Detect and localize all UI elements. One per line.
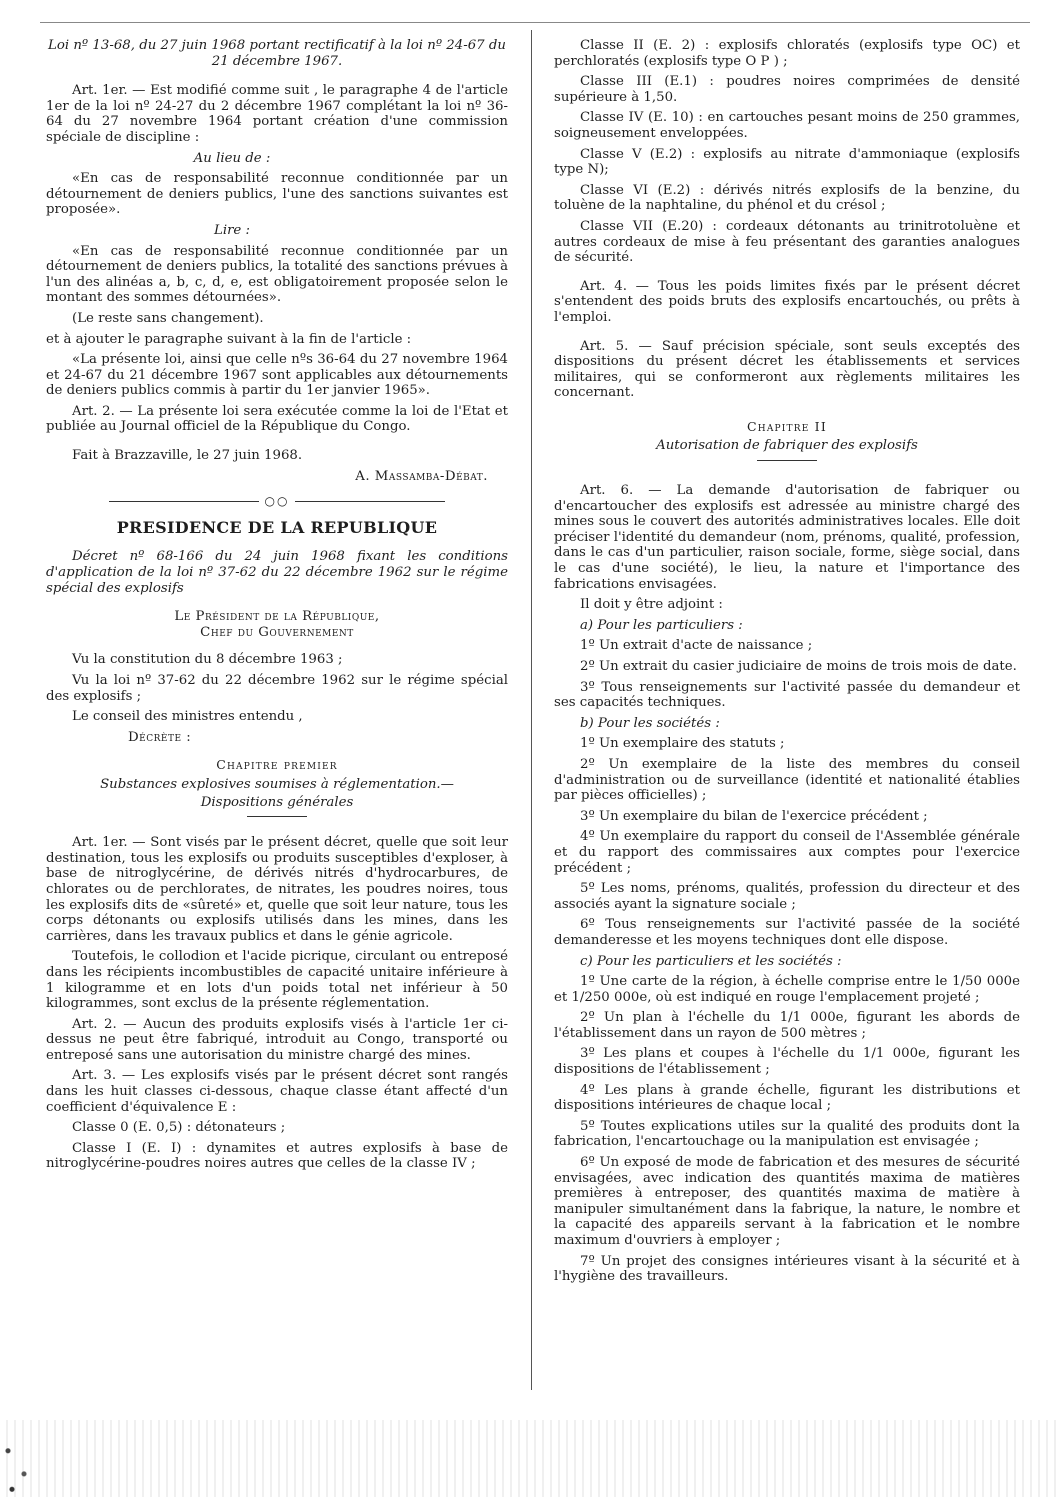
chapitre1-subtitle-2: Dispositions générales — [200, 794, 354, 810]
b-2: 2º Un exemplaire de la liste des membres du conseil d'administration ou de surveillance (identité et nationalité établies par pièces officielles) ; — [554, 756, 1020, 804]
decret-title: Décret nº 68-166 du 24 juin 1968 fixant les conditions d'application de la loi nº 37-62 du 22 décembre 1962 sur le régime spécial des explosifs — [46, 549, 508, 596]
vu-loi: Vu la loi nº 37-62 du 22 décembre 1962 sur le régime spécial des explosifs ; — [46, 673, 508, 704]
art4: Art. 4. — Tous les poids limites fixés par le présent décret s'entendent des poids bruts des explosifs encartouchés, ou prêts à l'emploi. — [554, 278, 1020, 325]
a-1: 1º Un extrait d'acte de naissance ; — [580, 638, 813, 654]
art6: Art. 6. — La demande d'autorisation de fabriquer ou d'encartoucher des explosifs est adressée au ministre chargé des mines sous le couvert des autorités administratives locales. Elle doit préciser l'identité du demandeur (nom, prénoms, qualité, profession, dans le cas d'un particulier, raison sociale, forme, siège social, dans le cas d'une société), le lieu, la nature et l'importance des fabrications envisagées. — [554, 483, 1020, 592]
president-line-1: Le Président de la République, — [174, 609, 380, 625]
au-lieu-de: Au lieu de : — [193, 150, 271, 166]
scan-noise — [0, 1420, 1060, 1497]
c-particuliers-societes: c) Pour les particuliers et les sociétés : — [580, 953, 842, 969]
b-societes: b) Pour les sociétés : — [580, 715, 720, 731]
toutefois: Toutefois, le collodion et l'acide picrique, circulant ou entreposé dans les récipients incombustibles de capacité unitaire inférieure à 1 kilogramme et en lots d'un poids total net inférieur à 50 kilogrammes, sont exclus de la présente réglementation. — [46, 949, 508, 1012]
art5: Art. 5. — Sauf précision spéciale, sont seuls exceptés des dispositions du présent décret les établissements et services militaires, qui se conformeront aux règlements militaires les concernant. — [554, 338, 1020, 401]
art2-decret: Art. 2. — Aucun des produits explosifs visés à l'article 1er ci-dessus ne peut être fabriqué, introduit au Congo, transporté ou entreposé sans une autorisation du ministre chargé des mines. — [46, 1016, 508, 1063]
b-3: 3º Un exemplaire du bilan de l'exercice précédent ; — [580, 808, 928, 824]
lire: Lire : — [213, 222, 250, 238]
b-1: 1º Un exemplaire des statuts ; — [580, 736, 785, 752]
quote-1: «En cas de responsabilité reconnue conditionnée par un détournement de deniers publics, l'une des sanctions suivantes est proposée». — [46, 171, 508, 218]
classe-2: Classe II (E. 2) : explosifs chloratés (explosifs type OC) et perchloratés (explosifs type O P ) ; — [554, 38, 1020, 69]
classe-5: Classe V (E.2) : explosifs au nitrate d'ammoniaque (explosifs type N); — [554, 146, 1020, 178]
president-line-2: Chef du Gouvernement — [200, 624, 354, 640]
reste-sans-changement: (Le reste sans changement). — [72, 310, 264, 326]
signature: A. Massamba-Débat. — [355, 468, 488, 484]
column-divider — [531, 30, 532, 1390]
c-2: 2º Un plan à l'échelle du 1/1 000e, figurant les abords de l'établissement dans un rayon de 500 mètres ; — [554, 1010, 1020, 1041]
c-3: 3º Les plans et coupes à l'échelle du 1/1 000e, figurant les dispositions de l'établissement ; — [554, 1046, 1020, 1078]
loi-title: Loi nº 13-68, du 27 juin 1968 portant rectificatif à la loi nº 24-67 du 21 décembre 1967. — [48, 38, 506, 69]
ornament-divider: ○○ — [46, 494, 508, 510]
chapitre-premier: Chapitre premier — [216, 757, 338, 773]
chapitre-ii: Chapitre II — [747, 418, 827, 434]
a-particuliers: a) Pour les particuliers : — [580, 617, 743, 633]
left-column — [46, 38, 508, 1177]
b-4: 4º Un exemplaire du rapport du conseil de l'Assemblée générale et du rapport des commissaires aux comptes pour l'exercice précédent ; — [554, 829, 1020, 876]
adjoint: Il doit y être adjoint : — [580, 597, 723, 613]
art1-decret: Art. 1er. — Sont visés par le présent décret, quelle que soit leur destination, tous les explosifs ou produits susceptibles d'exploser, à base de nitroglycérine, de dérivés nitrés d'hydrocarbures, de chlorates ou de perchlorates, de nitrates, les poudres noires, tous les explosifs dits de «sûreté» et, quelle que soit leur nature, tous les corps détonants ou explosifs utilisés dans les mines, dans les carrières, dans les travaux publics et dans le génie agricole. — [46, 835, 508, 944]
chapitre2-subtitle: Autorisation de fabriquer des explosifs — [656, 438, 918, 454]
right-column — [554, 38, 1020, 1290]
presidence-heading: PRESIDENCE DE LA REPUBLIQUE — [116, 517, 438, 537]
c-1: 1º Une carte de la région, à échelle comprise entre le 1/50 000e et 1/250 000e, où est indiqué en rouge l'emplacement projeté ; — [554, 974, 1020, 1005]
c-6: 6º Un exposé de mode de fabrication et des mesures de sécurité envisagées, avec indication des quantités maxima de matières premières à entreposer, des quantités maxima de matière à manipuler simultanément dans la fabrique, la nature, le nombre et la capacité des appareils servant à la fabrication et le nombre maximum d'ouvriers à employer ; — [554, 1155, 1020, 1248]
quote-2: «En cas de responsabilité reconnue conditionnée par un détournement de deniers publics, la totalité des sanctions prévues à l'un des alinéas a, b, c, d, e, est obligatoirement proposée selon le montant des sommes détournées». — [46, 243, 508, 306]
ajouter-paragraphe: et à ajouter le paragraphe suivant à la fin de l'article : — [46, 331, 412, 347]
classe-1: Classe I (E. I) : dynamites et autres explosifs à base de nitroglycérine-poudres noires autres que celles de la classe IV ; — [46, 1140, 508, 1172]
c-4: 4º Les plans à grande échelle, figurant les distributions et dispositions intérieures de chaque local ; — [554, 1082, 1020, 1114]
c-7: 7º Un projet des consignes intérieures visant à la sécurité et à l'hygiène des travailleurs. — [554, 1253, 1020, 1285]
a-3: 3º Tous renseignements sur l'activité passée du demandeur et ses capacités techniques. — [554, 679, 1020, 711]
b-6: 6º Tous renseignements sur l'activité passée de la société demanderesse et les moyens techniques dont elle dispose. — [554, 917, 1020, 948]
fait-a-brazzaville: Fait à Brazzaville, le 27 juin 1968. — [72, 448, 303, 464]
quote-3: «La présente loi, ainsi que celle nºs 36-64 du 27 novembre 1964 et 24-67 du 21 décembre 1967 sont applicables aux détournements de deniers publics commis à partir du 1er janvier 1965». — [46, 352, 508, 399]
conseil-ministres: Le conseil des ministres entendu , — [72, 709, 303, 725]
classe-4: Classe IV (E. 10) : en cartouches pesant moins de 250 grammes, soigneusement enveloppées. — [554, 110, 1020, 141]
art3-decret: Art. 3. — Les explosifs visés par le présent décret sont rangés dans les huit classes ci-dessous, chaque classe étant affecté d'un coefficient d'équivalence E : — [46, 1068, 508, 1115]
classe-3: Classe III (E.1) : poudres noires comprimées de densité supérieure à 1,50. — [554, 74, 1020, 105]
top-rule — [40, 22, 1030, 23]
classe-0: Classe 0 (E. 0,5) : détonateurs ; — [72, 1120, 286, 1136]
art1-intro: Art. 1er. — Est modifié comme suit , le paragraphe 4 de l'article 1er de la loi nº 24-27 du 2 décembre 1967 complétant la loi nº 36-64 du 27 novembre 1964 portant création d'une commission spéciale de discipline : — [46, 83, 508, 145]
classe-6: Classe VI (E.2) : dérivés nitrés explosifs de la benzine, du toluène de la naphtaline, du phénol et du crésol ; — [554, 182, 1020, 214]
art2-loi: Art. 2. — La présente loi sera exécutée comme la loi de l'Etat et publiée au Journal officiel de la République du Congo. — [46, 403, 508, 435]
c-5: 5º Toutes explications utiles sur la qualité des produits dont la fabrication, l'encartouchage ou la manipulation est envisagée ; — [554, 1118, 1020, 1150]
vu-constitution: Vu la constitution du 8 décembre 1963 ; — [72, 652, 343, 668]
chapitre1-subtitle-1: Substances explosives soumises à réglementation.— — [100, 776, 454, 792]
b-5: 5º Les noms, prénoms, qualités, profession du directeur et des associés ayant la signature sociale ; — [554, 881, 1020, 912]
a-2: 2º Un extrait du casier judiciaire de moins de trois mois de date. — [580, 659, 1017, 674]
classe-7: Classe VII (E.20) : cordeaux détonants au trinitrotoluène et autres cordeaux de mise à feu présentant des garanties analogues de sécurité. — [554, 218, 1020, 266]
decrete: Décrète : — [128, 729, 192, 745]
short-rule — [247, 816, 307, 817]
short-rule-2 — [757, 460, 817, 461]
